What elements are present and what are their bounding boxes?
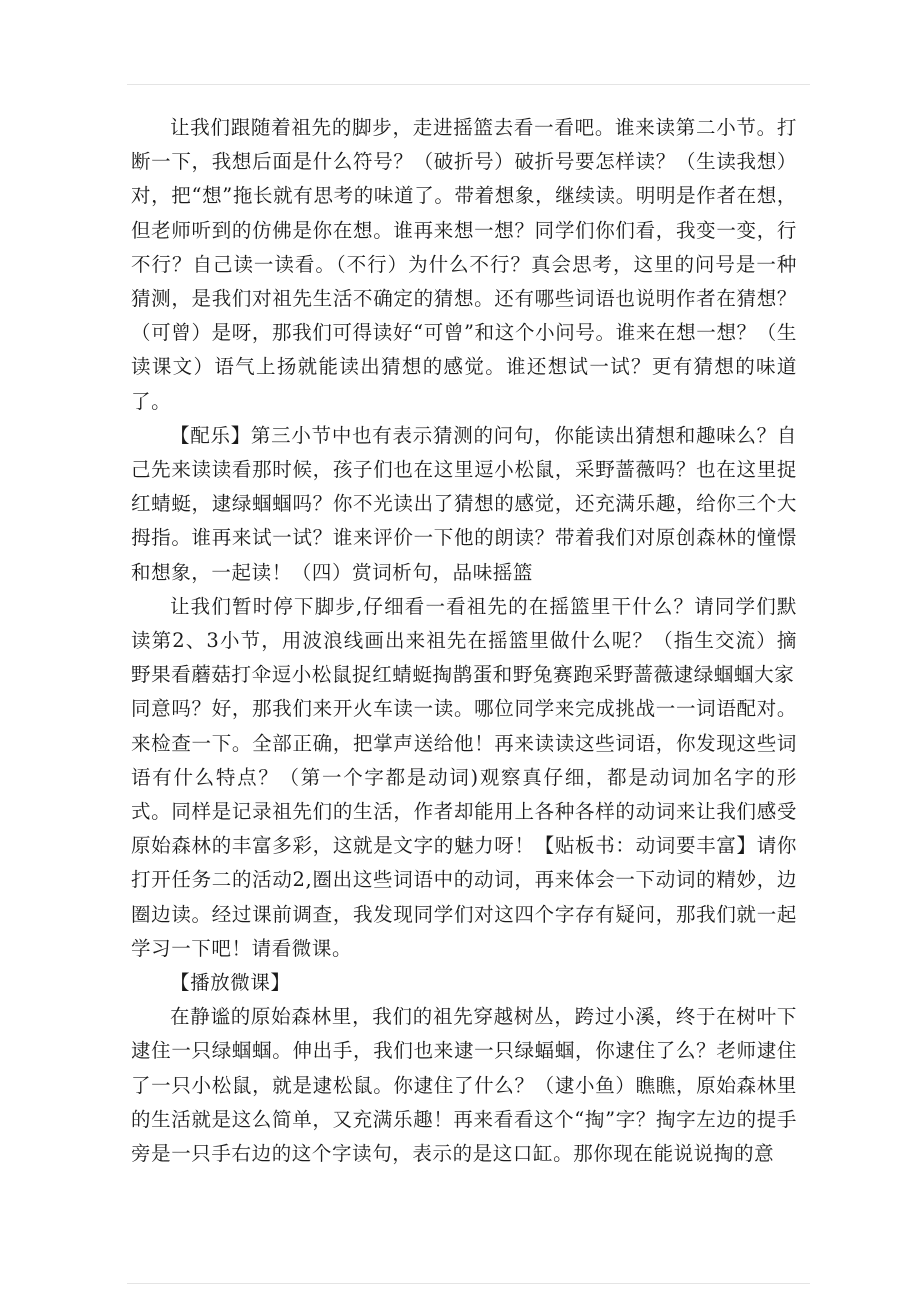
paragraph-forest-story: 在静谧的原始森林里，我们的祖先穿越树丛，跨过小溪，终于在树叶下逮住一只绿蝈蝈。伸出手，我们也来逮一只绿蝠蝈，你逮住了么？老师逮住了一只小松鼠，就是逮松鼠。你逮住了什么？（逮小鱼）瞧瞧，原始森林里的生活就是这么简单，又充满乐趣！再来看看这个“掏”字？掏字左边的提手旁是一只手右边的这个字读句，表示的是这口缸。那你现在能说说掏的意 [131,1005,797,1166]
paragraph-music-third-section: 【配乐】第三小节中也有表示猜测的问句，你能读出猜想和趣味么？自己先来读读看那时候，孩子们也在这里逗小松鼠，采野蔷薇吗？也在这里捉红蜻蜓，逮绿蝈蝈吗？你不光读出了猜想的感觉，还充满乐趣，给你三个大拇指。谁再来试一试？谁来评价一下他的朗读？带着我们对原创森林的憧憬和想象，一起读！（四）赏词析句，品味摇篮 [131,423,797,584]
document-body [131,111,797,1171]
page-top-divider [127,84,810,85]
paragraph-cradle-reading: 让我们跟随着祖先的脚步，走进摇篮去看一看吧。谁来读第二小节。打断一下，我想后面是什么符号？（破折号）破折号要怎样读？（生读我想）对，把“想”拖长就有思考的味道了。带着想象，继续读。明明是作者在想，但老师听到的仿佛是你在想。谁再来想一想？同学们你们看，我变一变，行不行？自己读一读看。（不行）为什么不行？真会思考，这里的问号是一种猜测，是我们对祖先生活不确定的猜想。还有哪些词语也说明作者在猜想？（可曾）是呀，那我们可得读好“可曾”和这个小问号。谁来在想一想？（生读课文）语气上扬就能读出猜想的感觉。谁还想试一试？更有猜想的味道了。 [131,116,797,413]
paragraph-word-analysis: 让我们暂时停下脚步,仔细看一看祖先的在摇篮里干什么？请同学们默读第2、3小节，用波浪线画出来祖先在摇篮里做什么呢？（指生交流）摘野果看蘑菇打伞逗小松鼠捉红蜻蜓掏鹊蛋和野兔赛跑采野蔷薇逮绿蝈蝈大家 同意吗？好，那我们来开火车读一读。哪位同学来完成挑战一一词语配对。来检查一下。全部正确，把掌声送给他！再来读读这些词语，你发现这些词语有什么特点？（第一个字都是动词)观察真仔细，都是动词加名字的形式。同样是记录祖先们的生活，作者却能用上各种各样的动词来让我们感受原始森林的丰富多彩，这就是文字的魅力呀！【贴板书：动词要丰富】请你打开任务二的活动2,圈出这些词语中的动词，再来体会一下动词的精妙，边圈边读。经过课前调查，我发现同学们对这四个字存有疑问，那我们就一起学习一下吧！请看微课。 [131,594,797,960]
page-bottom-divider [127,1283,810,1284]
paragraph-play-micro-lesson: 【播放微课】 [170,971,291,995]
